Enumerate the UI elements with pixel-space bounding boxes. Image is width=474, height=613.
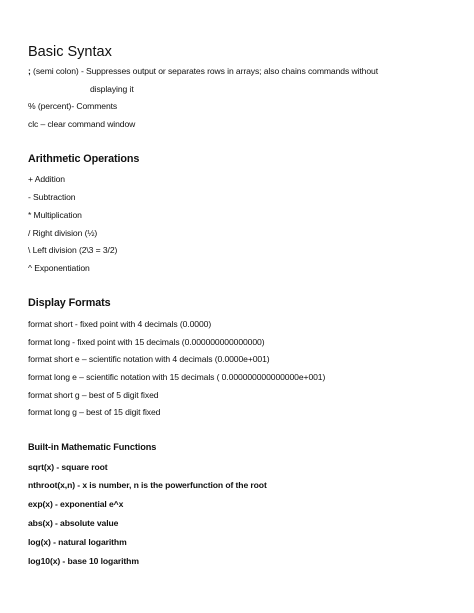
format-item: format short e – scientific notation with 4 decimals (0.0000e+001) [28, 354, 270, 364]
format-item: format long - fixed point with 15 decimals (0.000000000000000) [28, 337, 265, 347]
arithmetic-item: / Right division (½) [28, 228, 98, 238]
function-item: log(x) - natural logarithm [28, 537, 127, 547]
function-item: log10(x) - base 10 logarithm [28, 556, 139, 566]
format-item: format long e – scientific notation with 15 decimals ( 0.000000000000000e+001) [28, 372, 326, 382]
arithmetic-item: \ Left division (2\3 = 3/2) [28, 245, 118, 255]
function-item: abs(x) - absolute value [28, 518, 119, 528]
format-item: format short - fixed point with 4 decimals (0.0000) [28, 319, 212, 329]
semicolon-line [28, 66, 378, 77]
percent-line: % (percent)- Comments [28, 101, 118, 111]
semicolon-description-continued: displaying it [90, 84, 134, 94]
semicolon-symbol: ; [28, 66, 31, 76]
semicolon-description: (semi colon) - Suppresses output or separates rows in arrays; also chains commands without [30, 66, 378, 76]
page-title: Basic Syntax [28, 44, 112, 60]
arithmetic-item: ^ Exponentiation [28, 263, 90, 273]
format-item: format short g – best of 5 digit fixed [28, 390, 159, 400]
function-item: sqrt(x) - square root [28, 462, 108, 472]
arithmetic-item: + Addition [28, 174, 65, 184]
format-item: format long g – best of 15 digit fixed [28, 407, 161, 417]
function-item: exp(x) - exponential e^x [28, 499, 124, 509]
arithmetic-item: * Multiplication [28, 210, 82, 220]
display-formats-heading: Display Formats [28, 297, 111, 309]
arithmetic-item: - Subtraction [28, 192, 76, 202]
clc-line: clc – clear command window [28, 119, 136, 129]
function-item: nthroot(x,n) - x is number, n is the powerfunction of the root [28, 480, 267, 490]
arithmetic-heading: Arithmetic Operations [28, 153, 140, 165]
builtin-functions-heading: Built-in Mathematic Functions [28, 442, 157, 452]
